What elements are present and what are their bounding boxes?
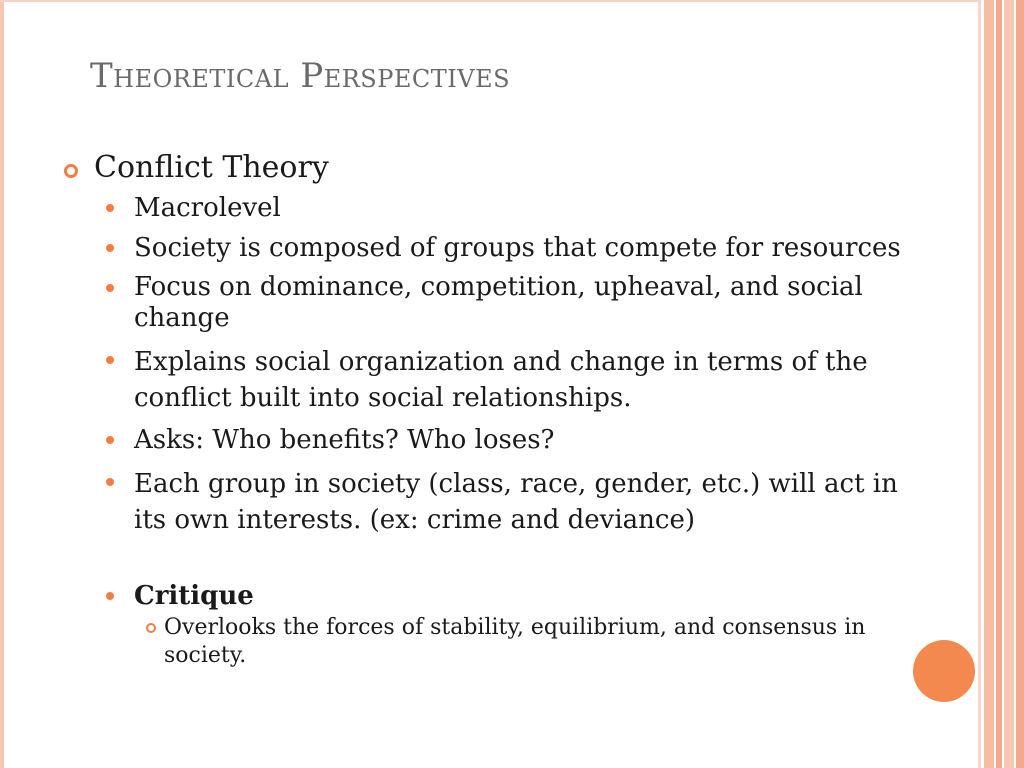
stripe — [1016, 0, 1024, 768]
critique-section — [60, 580, 940, 612]
dot-bullet-icon — [106, 356, 114, 364]
slide-title: Theoretical Perspectives — [90, 56, 511, 96]
list-item-text: Each group in society (class, race, gender, etc.) will act in its own interests. (ex: crime and deviance) — [134, 469, 898, 535]
ring-bullet-icon — [146, 623, 156, 633]
ring-bullet-icon — [64, 164, 78, 178]
list-item — [60, 232, 940, 264]
dot-bullet-icon — [106, 284, 114, 292]
slide-body — [60, 150, 940, 670]
list-item — [60, 424, 940, 456]
dot-bullet-icon — [106, 592, 114, 600]
stripe — [984, 0, 994, 768]
stripe — [978, 0, 981, 768]
dot-bullet-icon — [106, 204, 114, 212]
conflict-points-list — [60, 192, 940, 538]
list-item — [60, 614, 910, 670]
main-bullet-text: Conflict Theory — [94, 150, 329, 185]
list-item — [60, 192, 940, 224]
list-item — [60, 344, 940, 416]
slide-top-border — [0, 0, 978, 2]
list-item — [60, 272, 940, 334]
decorative-circle — [913, 640, 975, 702]
main-bullet — [60, 150, 940, 186]
list-item-text: Asks: Who benefits? Who loses? — [134, 425, 555, 455]
list-item-text: Macrolevel — [134, 193, 281, 223]
dot-bullet-icon — [106, 478, 114, 486]
stripe — [1004, 0, 1014, 768]
slide-right-stripes — [978, 0, 1024, 768]
list-item-text: Focus on dominance, competition, upheaval, and social change — [134, 272, 863, 333]
critique-heading — [60, 580, 940, 612]
critique-item-text: Overlooks the forces of stability, equilibrium, and consensus in society. — [164, 615, 866, 668]
dot-bullet-icon — [106, 436, 114, 444]
slide-left-border — [0, 0, 4, 768]
list-item — [60, 466, 940, 538]
stripe — [996, 0, 1002, 768]
dot-bullet-icon — [106, 244, 114, 252]
list-item-text: Society is composed of groups that compete for resources — [134, 233, 901, 263]
list-item-text: Explains social organization and change in terms of the conflict built into social relationships. — [134, 347, 868, 413]
critique-items-list — [60, 614, 910, 670]
critique-label: Critique — [134, 581, 254, 611]
